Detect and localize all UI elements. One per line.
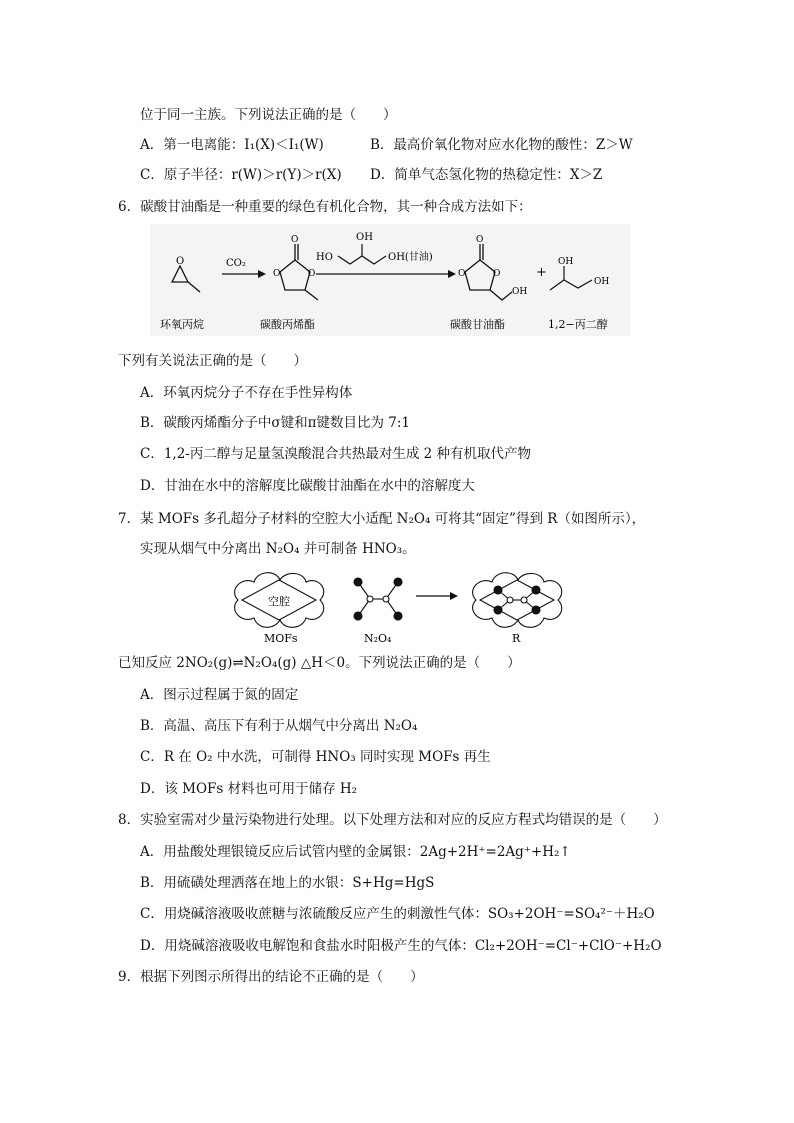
co2-label: CO₂: [226, 258, 246, 269]
q8-option-a: A．用盐酸处理银镜反应后试管内壁的金属银：2Ag+2H⁺=2Ag⁺+H₂↑: [140, 844, 571, 860]
q7-stem-line1: 7．某 MOFs 多孔超分子材料的空腔大小适配 N₂O₄ 可将其“固定”得到 R（如图所示），: [118, 511, 646, 527]
q5-option-a: A．第一电离能：I₁(X)＜I₁(W): [140, 137, 324, 153]
plus-sign: +: [536, 265, 547, 280]
q6-ask: 下列有关说法正确的是（ ）: [118, 353, 307, 369]
gc-o-right: O: [493, 269, 501, 279]
q7-ask: 已知反应 2NO₂(g)⇌N₂O₄(g) △H＜0。下列说法正确的是（ ）: [118, 655, 521, 671]
pc-o-carbonyl: O: [291, 235, 299, 245]
q7-option-b: B．高温、高压下有利于从烟气中分离出 N₂O₄: [140, 718, 418, 734]
pd-oh-top: OH: [558, 257, 574, 267]
q8-option-b: B．用硫磺处理洒落在地上的水银：S+Hg=HgS: [140, 875, 435, 891]
q5-option-d: D．简单气态氢化物的热稳定性：X＞Z: [370, 167, 603, 183]
r-structure: [473, 573, 562, 628]
q7-option-a: A．图示过程属于氮的固定: [140, 687, 299, 703]
q7-mofs-figure: [228, 566, 598, 648]
label-gc: 碳酸甘油酯: [450, 318, 505, 331]
gc-o-carbonyl: O: [476, 235, 484, 245]
q9-stem: 9．根据下列图示所得出的结论不正确的是（ ）: [118, 969, 424, 985]
q8-option-d: D．用烧碱溶液吸收电解饱和食盐水时阳极产生的气体：Cl₂+2OH⁻=Cl⁻+ClO⁻+H₂O: [140, 938, 662, 954]
r-label: R: [512, 632, 521, 645]
q5-stem-tail: 位于同一主族。下列说法正确的是（ ）: [140, 107, 397, 123]
glycerol-label: OH(甘油): [388, 252, 433, 263]
pc-o-right: O: [308, 269, 316, 279]
cavity-label: 空腔: [268, 595, 290, 608]
glycerol-oh-top: OH: [356, 232, 373, 243]
pd-oh-right: OH: [594, 277, 610, 287]
q5-option-c: C．原子半径：r(W)＞r(Y)＞r(X): [140, 167, 342, 183]
q6-stem: 6．碳酸甘油酯是一种重要的绿色有机化合物，其一种合成方法如下：: [118, 199, 532, 215]
glycerol-ho: HO: [316, 252, 333, 263]
label-pc: 碳酸丙烯酯: [260, 318, 315, 331]
n2o4-molecule: [354, 578, 402, 620]
q7-arrow-head: [450, 592, 458, 600]
q6-option-d: D．甘油在水中的溶解度比碳酸甘油酯在水中的溶解度大: [140, 478, 475, 494]
gc-o-left: O: [458, 269, 466, 279]
q6-reaction-scheme: [150, 224, 630, 336]
n2o4-label: N₂O₄: [364, 632, 392, 645]
mofs-label: MOFs: [264, 632, 298, 645]
q6-option-a: A．环氧丙烷分子不存在手性异构体: [140, 385, 353, 401]
label-epoxide: 环氧丙烷: [160, 318, 204, 331]
q7-option-d: D．该 MOFs 材料也可用于储存 H₂: [140, 781, 358, 797]
pc-o-left: O: [273, 269, 281, 279]
label-pd: 1,2−丙二醇: [548, 318, 608, 331]
gc-oh: OH: [512, 287, 528, 297]
q8-stem: 8．实验室需对少量污染物进行处理。以下处理方法和对应的反应方程式均错误的是（ ）: [118, 812, 667, 828]
q7-stem-line2: 实现从烟气中分离出 N₂O₄ 并可制备 HNO₃。: [140, 541, 416, 557]
q5-option-b: B．最高价氧化物对应水化物的酸性：Z＞W: [370, 137, 633, 153]
epoxide-o-label: O: [176, 256, 185, 267]
q6-option-c: C．1,2-丙二醇与足量氢溴酸混合共热最对生成 2 种有机取代产物: [140, 446, 532, 462]
q8-option-c: C．用烧碱溶液吸收蔗糖与浓硫酸反应产生的刺激性气体：SO₃+2OH⁻=SO₄²⁻＋H₂O: [140, 906, 655, 922]
q6-option-b: B．碳酸丙烯酯分子中σ键和π键数目比为 7:1: [140, 415, 411, 431]
q7-option-c: C．R 在 O₂ 中水洗，可制得 HNO₃ 同时实现 MOFs 再生: [140, 749, 491, 765]
